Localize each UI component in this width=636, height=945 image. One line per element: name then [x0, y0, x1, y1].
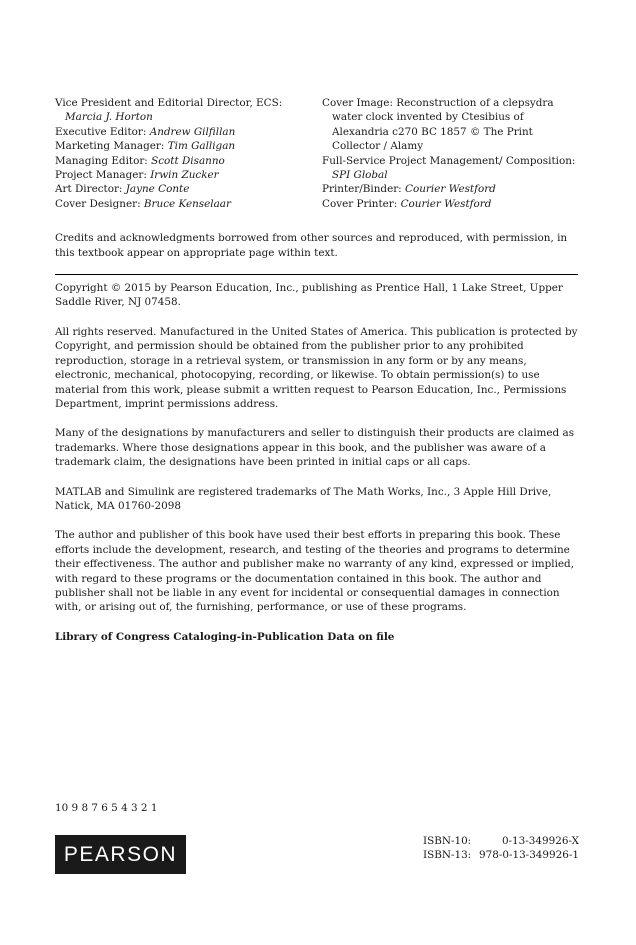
rights-paragraph: All rights reserved. Manufactured in the United States of America. This publication is protected by Copyright, and permission should be obtained from the publisher prior to any prohibited reproduction, storage in a retrieval system, or transmission in any form or by any means, electronic, mechanical, photocopying, recording, or likewise. To obtain permission(s) to use material from this work, please submit a written request to Pearson Education, Inc., Permissions Department, imprint permissions address.: [55, 325, 578, 410]
credit-label: Cover Designer:: [55, 197, 144, 210]
credit-line: [322, 96, 578, 154]
credit-value: Marcia J. Horton: [65, 111, 153, 124]
matlab-paragraph: MATLAB and Simulink are registered trademarks of The Math Works, Inc., 3 Apple Hill Drive, Natick, MA 01760-2098: [55, 485, 552, 512]
credit-label: Managing Editor:: [55, 154, 152, 167]
isbn-row: [423, 834, 579, 848]
credit-label: Cover Image: Reconstruction of a clepsydra water clock invented by Ctesibius of Alexandria c270 BC 1857 © The Print Collector / Alamy: [322, 97, 554, 153]
trademarks-paragraph: Many of the designations by manufacturers and seller to distinguish their products are claimed as trademarks. Where those designations appear in this book, and the publisher was aware of a trademark claim, the designations have been printed in initial caps or all caps.: [55, 427, 575, 469]
credit-line: [55, 168, 317, 182]
isbn-key: ISBN-13:: [423, 849, 472, 862]
library-of-congress-line: Library of Congress Cataloging-in-Publication Data on file: [55, 630, 395, 643]
isbn-value: 978-0-13-349926-1: [479, 849, 579, 862]
credit-value: Andrew Gilfillan: [149, 125, 236, 138]
credit-label: Full-Service Project Management/ Composition:: [322, 154, 576, 167]
credit-line: [322, 182, 578, 196]
credit-line: [55, 96, 317, 125]
credits-note: Credits and acknowledgments borrowed from other sources and reproduced, with permission, in this textbook appear on appropriate page within text.: [55, 232, 568, 259]
isbn-row: [423, 848, 579, 862]
isbn-key: ISBN-10:: [423, 835, 472, 847]
credits-block: [55, 96, 578, 211]
credit-line: [55, 182, 317, 196]
credit-line: [55, 139, 317, 153]
credit-line: [322, 197, 578, 211]
credit-value: Courier Westford: [405, 183, 496, 196]
disclaimer-paragraph: The author and publisher of this book have used their best efforts in preparing this book. These efforts include the development, research, and testing of the theories and programs to determine their effectiveness. The author and publisher make no warranty of any kind, expressed or implied, with regard to these programs or the documentation contained in this book. The author and publisher shall not be liable in any event for incidental or consequential damages in connection with, or arising out of, the furnishing, performance, or use of these programs.: [55, 529, 575, 614]
copyright-page: [55, 96, 578, 644]
credit-label: Marketing Manager:: [55, 140, 168, 153]
credit-line: [55, 197, 317, 211]
credit-line: [322, 154, 578, 183]
credit-value: Courier Westford: [400, 197, 492, 210]
credit-line: [55, 125, 317, 139]
divider: [55, 274, 578, 275]
credit-value: SPI Global: [332, 169, 388, 182]
credit-label: Printer/Binder:: [322, 183, 405, 196]
credit-label: Vice President and Editorial Director, ECS:: [55, 97, 283, 109]
credits-right-column: [322, 96, 578, 211]
credit-value: Jayne Conte: [125, 183, 190, 196]
credit-value: Scott Disanno: [151, 154, 225, 167]
print-line: 10 9 8 7 6 5 4 3 2 1: [55, 802, 158, 814]
isbn-value: 0-13-349926-X: [501, 835, 579, 847]
copyright-notice: Copyright © 2015 by Pearson Education, Inc., publishing as Prentice Hall, 1 Lake Street, Upper Saddle River, NJ 07458.: [55, 282, 563, 309]
credit-value: Bruce Kenselaar: [143, 197, 231, 210]
credit-value: Irwin Zucker: [150, 169, 219, 182]
credit-label: Cover Printer:: [322, 197, 401, 210]
credits-left-column: [55, 96, 317, 211]
pearson-logo: PEARSON: [55, 835, 186, 874]
credit-label: Project Manager:: [55, 169, 151, 182]
credit-label: Executive Editor:: [55, 125, 150, 138]
credit-value: Tim Galligan: [167, 140, 236, 153]
credit-label: Art Director:: [55, 183, 126, 196]
isbn-block: [423, 834, 579, 863]
credit-line: [55, 154, 317, 168]
